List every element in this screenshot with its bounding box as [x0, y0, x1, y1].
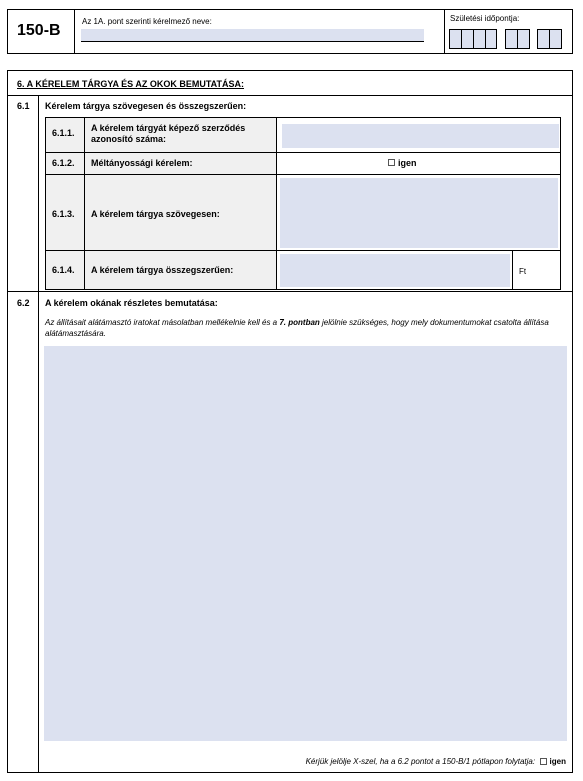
s62-instruction-bold: 7. pontban	[279, 318, 320, 327]
row-6-1-4-number: 6.1.4.	[52, 265, 75, 275]
amount-field[interactable]	[280, 254, 510, 287]
continuation-note-text: Kérjük jelölje X-szel, ha a 6.2 pontot a 150-B/1 pótlapon folytatja:	[305, 757, 536, 766]
contract-id-field[interactable]	[282, 124, 559, 148]
birth-month-field[interactable]	[505, 29, 530, 49]
birth-date-box	[444, 10, 572, 53]
s61-number: 6.1	[17, 101, 30, 111]
applicant-name-field[interactable]	[81, 29, 424, 42]
applicant-name-label: Az 1A. pont szerinti kérelmező neve:	[82, 17, 212, 26]
subject-text-field[interactable]	[280, 178, 558, 248]
row-6-1-2-number: 6.1.2.	[52, 158, 75, 168]
s62-title: A kérelem okának részletes bemutatása:	[45, 298, 218, 308]
s62-number: 6.2	[17, 298, 30, 308]
equity-request-checkbox[interactable]	[388, 159, 395, 166]
row-6-1-1-label: A kérelem tárgyát képező szerződés azonosító száma:	[91, 123, 246, 144]
row-6-1-4-label: A kérelem tárgya összegszerűen:	[91, 265, 234, 275]
continuation-check-label: igen	[549, 757, 566, 766]
section-6-title: 6. A KÉRELEM TÁRGYA ÉS AZ OKOK BEMUTATÁSA:	[17, 79, 245, 89]
section-6	[7, 70, 573, 773]
row-6-1-3-label: A kérelem tárgya szövegesen:	[91, 209, 220, 219]
row-6-1-3-number: 6.1.3.	[52, 209, 75, 219]
form-code-box	[8, 10, 75, 53]
s62-instruction-text-2: jelölnie szükséges, hogy mely dokumentumokat csatolta állítása alátámasztására.	[45, 318, 549, 338]
continuation-checkbox[interactable]	[540, 758, 547, 765]
header-bar	[7, 9, 573, 54]
row-6-1-2-label: Méltányossági kérelem:	[91, 158, 193, 168]
amount-unit: Ft	[519, 267, 527, 276]
equity-request-check-label: igen	[398, 158, 417, 168]
birth-day-field[interactable]	[537, 29, 562, 49]
s61-title: Kérelem tárgya szövegesen és összegszerűen:	[45, 101, 247, 111]
birth-date-label: Születési időpontja:	[450, 14, 520, 23]
s62-instruction	[45, 317, 571, 339]
s62-instruction-text-1: Az állításait alátámasztó iratokat másolatban mellékelnie kell és a	[45, 318, 280, 327]
continuation-note	[306, 757, 566, 766]
form-code: 150-B	[17, 22, 61, 39]
reason-details-field[interactable]	[44, 346, 567, 741]
row-6-1-1-number: 6.1.1.	[52, 128, 75, 138]
s61-table	[45, 117, 561, 290]
birth-year-field[interactable]	[449, 29, 497, 49]
